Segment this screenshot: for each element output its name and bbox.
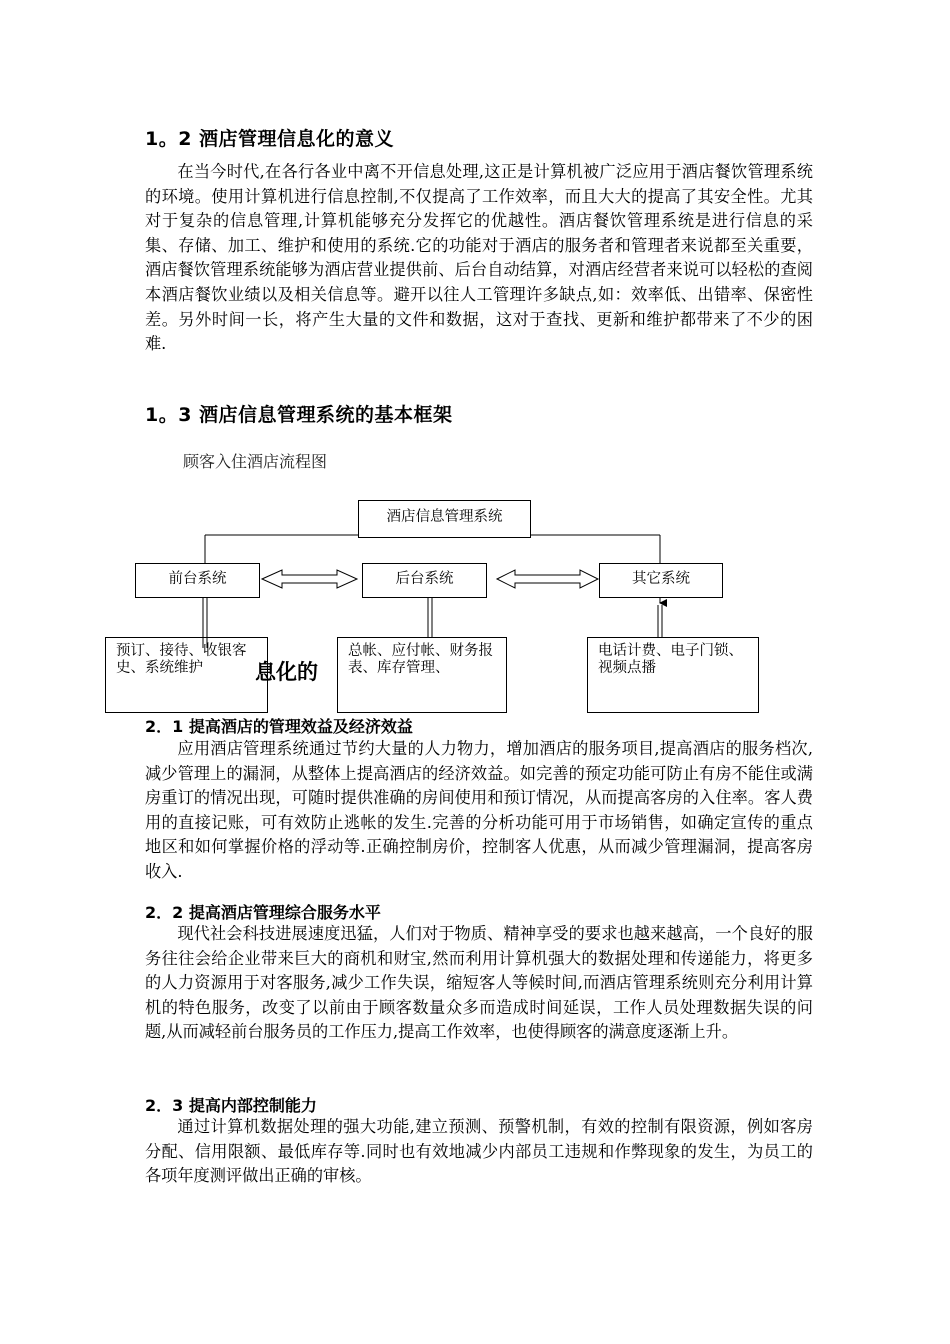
- section-2-1-paragraph: 应用酒店管理系统通过节约大量的人力物力，增加酒店的服务项目,提高酒店的服务档次,减少管理上的漏洞，从整体上提高酒店的经济效益。如完善的预定功能可防止有房不能住或满房重订的情况出现，可随时提供准确的房间使用和预订情况，从而提高客房的入住率。客人费用的直接记账，可有效防止逃帐的发生.完善的分析功能可用于市场销售，如确定宣传的重点地区和如何掌握价格的浮动等.正确控制房价，控制客人优惠，从而减少管理漏洞，提高客房收入.: [145, 739, 813, 881]
- double-arrow-front-back: [262, 570, 357, 588]
- root-box: [358, 500, 531, 538]
- section-2-2-paragraph: 现代社会科技进展速度迅猛，人们对于物质、精神享受的要求也越来越高，一个良好的服务往往会给企业带来巨大的商机和财宝,然而利用计算机强大的数据处理和传递能力，将更多的人力资源用于对客服务,减少工作失误，缩短客人等候时间,而酒店管理系统则充分利用计算机的特色服务，改变了以前由于顾客数量众多而造成时间延误，工作人员处理数据失误的问题,从而减轻前台服务员的工作压力,提高工作效率，也使得顾客的满意度逐渐上升。: [145, 924, 813, 1042]
- double-arrow-back-other: [497, 570, 598, 588]
- other-leaf-text: 电话计费、电子门锁、视频点播: [598, 643, 743, 676]
- section-2-3-heading: 2．3 提高内部控制能力: [145, 1096, 317, 1115]
- front-leaf-box: [105, 637, 268, 713]
- section-2-3-body: [145, 1115, 813, 1189]
- back-leaf-box: [337, 637, 507, 713]
- flowchart-caption: 顾客入住酒店流程图: [183, 452, 328, 471]
- section-2-2-body: [145, 922, 813, 1045]
- section-2-1-body: [145, 737, 813, 885]
- back-system-box: [362, 563, 487, 598]
- section-2-3-paragraph: 通过计算机数据处理的强大功能,建立预测、预警机制，有效的控制有限资源，例如客房分配、信用限额、最低库存等.同时也有效地减少内部员工违规和作弊现象的发生，为员工的各项年度测评做出正确的审核。: [145, 1117, 813, 1186]
- section-1-2-paragraph: 在当今时代,在各行各业中离不开信息处理,这正是计算机被广泛应用于酒店餐饮管理系统的环境。使用计算机进行信息控制,不仅提高了工作效率，而且大大的提高了其安全性。尤其对于复杂的信息管理,计算机能够充分发挥它的优越性。酒店餐饮管理系统是进行信息的采集、存储、加工、维护和使用的系统.它的功能对于酒店的服务者和管理者来说都至关重要， 酒店餐饮管理系统能够为酒店营业提供前、后台自动结算，对酒店经营者来说可以轻松的查阅本酒店餐饮业绩以及相关信息等。避开以往人工管理许多缺点,如：效率低、出错率、保密性差。另外时间一长，将产生大量的文件和数据，这对于查找、更新和维护都带来了不少的困难.: [145, 162, 813, 354]
- front-system-label: 前台系统: [168, 571, 227, 587]
- section-1-2-heading: 1。2 酒店管理信息化的意义: [145, 128, 395, 150]
- other-system-box: [599, 563, 723, 598]
- section-2-2-heading: 2．2 提高酒店管理综合服务水平: [145, 903, 381, 922]
- other-system-label: 其它系统: [632, 571, 690, 587]
- front-leaf-text: 预订、接待、收银客史、系统维护: [116, 643, 247, 676]
- root-box-label: 酒店信息管理系统: [386, 509, 503, 525]
- covered-heading-fragment: 息化的: [255, 660, 318, 684]
- section-2-1-heading: 2．1 提高酒店的管理效益及经济效益: [145, 717, 413, 736]
- section-1-3-heading: 1。3 酒店信息管理系统的基本框架: [145, 404, 453, 426]
- front-system-box: [135, 563, 260, 598]
- other-leaf-box: [587, 637, 759, 713]
- back-system-label: 后台系统: [395, 571, 454, 587]
- back-leaf-text: 总帐、应付帐、财务报表、库存管理、: [348, 643, 493, 676]
